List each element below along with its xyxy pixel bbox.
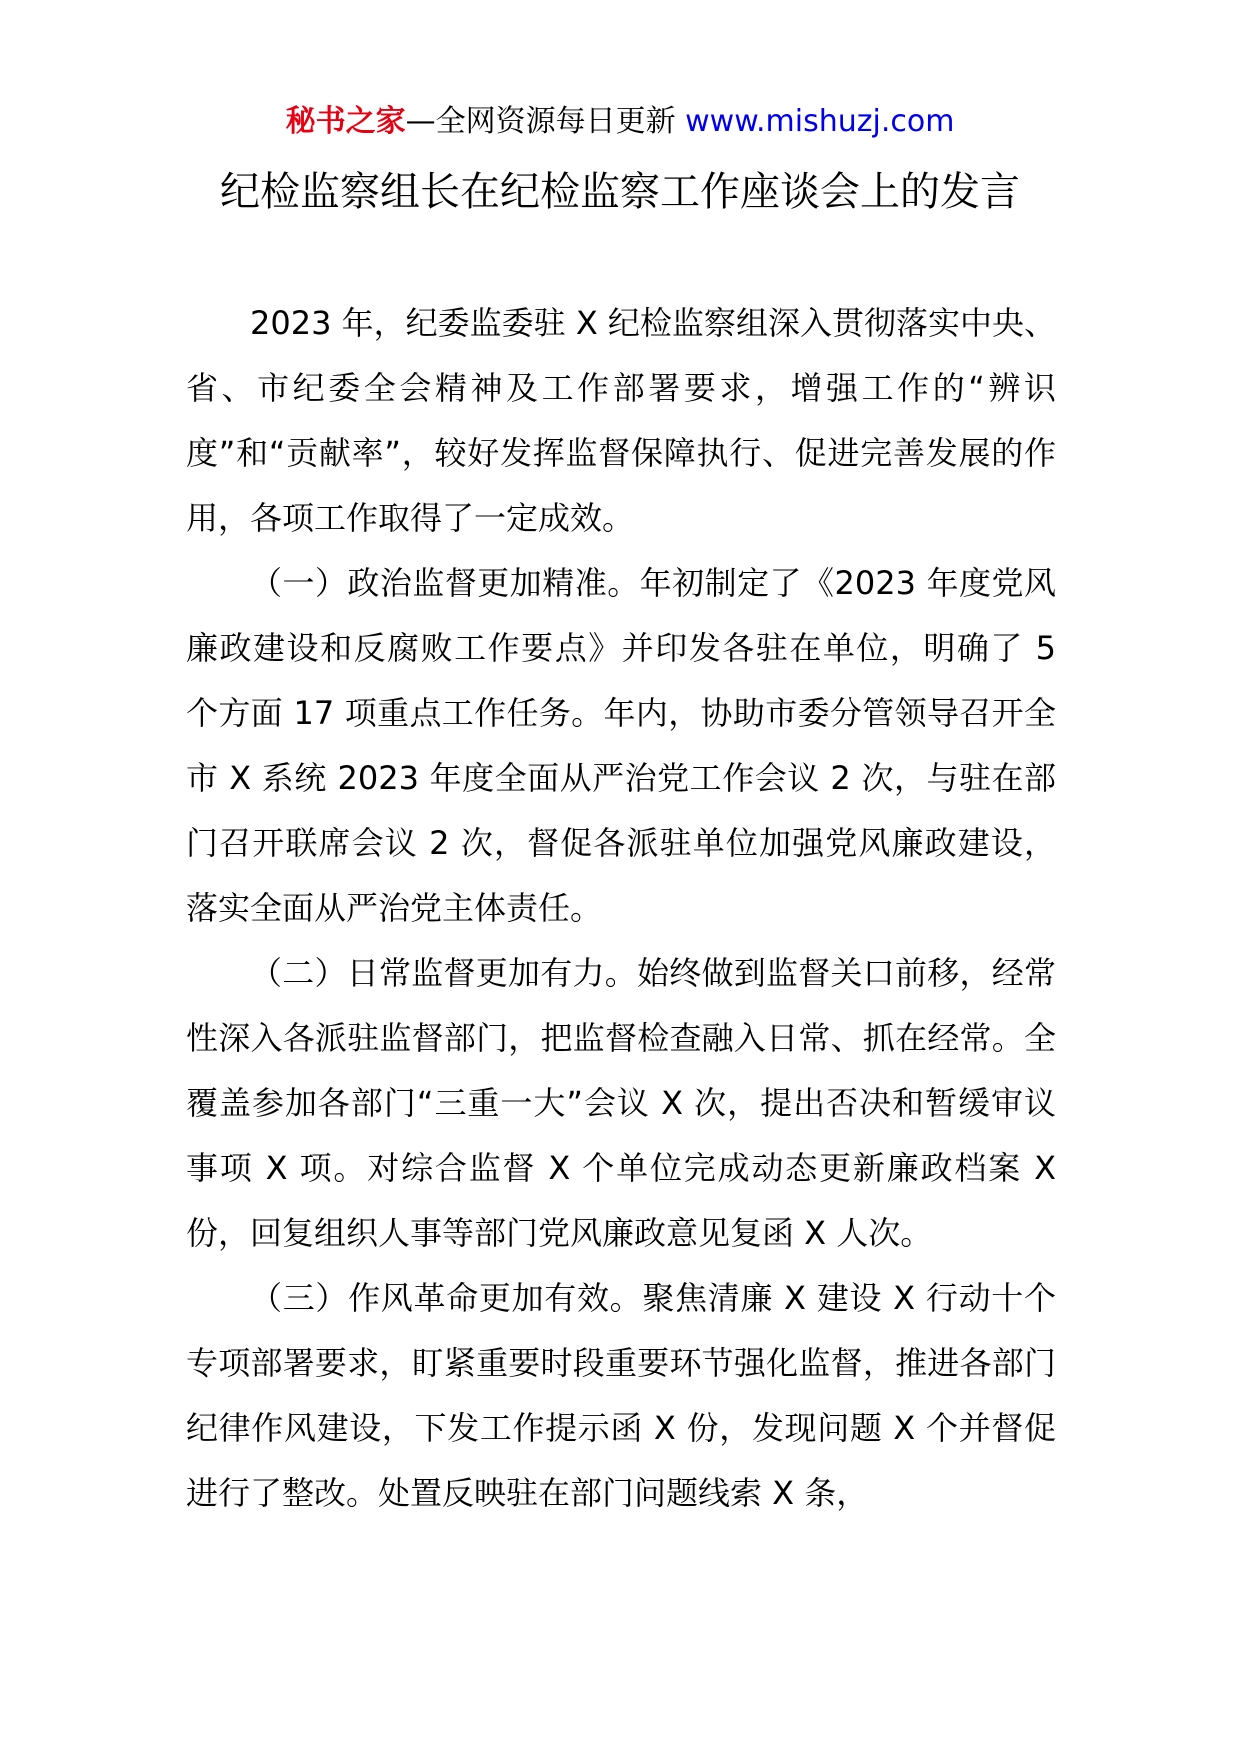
brand-name: 秘书之家 <box>285 104 406 139</box>
document-title: 纪检监察组长在纪检监察工作座谈会上的发言 <box>220 169 1020 215</box>
document-body <box>186 291 1056 1526</box>
paragraph-work-style: （三）作风革命更加有效。聚焦清廉 X 建设 X 行动十个专项部署要求，盯紧重要时段重要环节强化监督，推进各部门纪律作风建设，下发工作提示函 X 份，发现问题 X 个并督促进行了整改。处置反映驻在部门问题线索 X 条， <box>186 1279 1056 1512</box>
paragraph-intro: 2023 年，纪委监委驻 X 纪检监察组深入贯彻落实中央、省、市纪委全会精神及工作部署要求，增强工作的“辨识度”和“贡献率”，较好发挥监督保障执行、促进完善发展的作用，各项工作取得了一定成效。 <box>186 304 1056 537</box>
site-header <box>0 102 1240 142</box>
header-tagline: —全网资源每日更新 <box>405 104 686 139</box>
site-url-link[interactable]: www.mishuzj.com <box>685 104 955 139</box>
paragraph-daily-supervision: （二）日常监督更加有力。始终做到监督关口前移，经常性深入各派驻监督部门，把监督检查融入日常、抓在经常。全覆盖参加各部门“三重一大”会议 X 次，提出否决和暂缓审议事项 X 项。对综合监督 X 个单位完成动态更新廉政档案 X 份，回复组织人事等部门党风廉政意见复函 X 人次。 <box>186 954 1056 1252</box>
paragraph-political-supervision: （一）政治监督更加精准。年初制定了《2023 年度党风廉政建设和反腐败工作要点》并印发各驻在单位，明确了 5 个方面 17 项重点工作任务。年内，协助市委分管领导召开全市 X 系统 2023 年度全面从严治党工作会议 2 次，与驻在部门召开联席会议 2 次，督促各派驻单位加强党风廉政建设，落实全面从严治党主体责任。 <box>186 564 1056 927</box>
